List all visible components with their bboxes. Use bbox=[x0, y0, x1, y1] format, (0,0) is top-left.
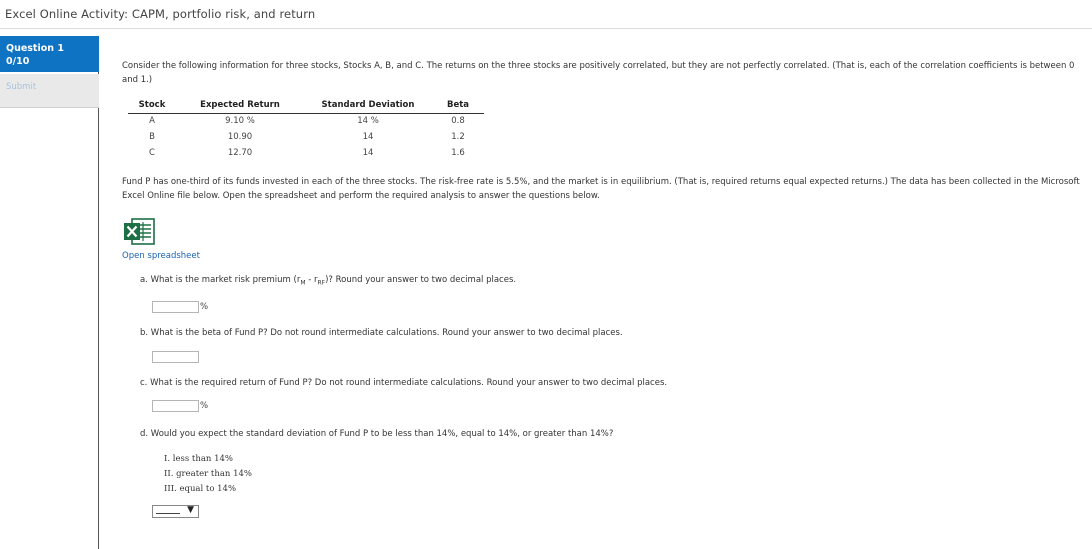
question-score: 0/10 bbox=[6, 56, 30, 67]
cell-stock: B bbox=[149, 132, 155, 142]
dropdown-arrow-icon: ▼ bbox=[187, 505, 194, 515]
question-d: d. Would you expect the standard deviation of Fund P to be less than 14%, equal to 14%, or greater than 14%? bbox=[140, 429, 614, 439]
cell-standard-deviation: 14 bbox=[362, 132, 374, 142]
choice-option: III. equal to 14% bbox=[164, 484, 237, 494]
answer-c-input[interactable] bbox=[152, 400, 199, 412]
question-label: Question 1 bbox=[6, 43, 64, 54]
question-b: b. What is the beta of Fund P? Do not round intermediate calculations. Round your answer to two decimal places. bbox=[140, 328, 623, 338]
choice-option: II. greater than 14% bbox=[164, 469, 252, 479]
header-beta: Beta bbox=[432, 97, 484, 113]
open-spreadsheet-link[interactable]: Open spreadsheet bbox=[122, 251, 200, 261]
stocks-table bbox=[128, 97, 484, 161]
excel-file-icon[interactable] bbox=[122, 217, 156, 246]
cell-beta: 1.6 bbox=[451, 148, 465, 158]
question-sidebar bbox=[0, 36, 99, 549]
dropdown-underline bbox=[156, 513, 180, 514]
cell-beta: 1.2 bbox=[451, 132, 465, 142]
cell-stock: C bbox=[149, 148, 155, 158]
table-header-row bbox=[128, 97, 484, 113]
answer-a-input[interactable] bbox=[152, 301, 199, 313]
table-row bbox=[128, 145, 484, 161]
header-standard-deviation: Standard Deviation bbox=[304, 97, 432, 113]
header-stock: Stock bbox=[128, 97, 176, 113]
answer-d-dropdown[interactable] bbox=[152, 505, 199, 518]
cell-expected-return: 10.90 bbox=[227, 132, 253, 142]
header-expected-return: Expected Return bbox=[176, 97, 304, 113]
intro-text: Consider the following information for three stocks, Stocks A, B, and C. The returns on the three stocks are positively correlated, but they are not perfectly correlated. (That is, each of the correlation coefficients is between 0 and 1.) bbox=[122, 61, 1075, 85]
question-1-tab[interactable] bbox=[0, 36, 99, 72]
fund-description: Fund P has one-third of its funds invested in each of the three stocks. The risk-free rate is 5.5%, and the market is in equilibrium. (That is, required returns equal expected returns.) The data has been collected in the Microsoft Excel Online file below. Open the spreadsheet and perform the required analysis to answer the questions below. bbox=[122, 177, 1080, 201]
answer-a-unit: % bbox=[200, 302, 209, 312]
cell-stock: A bbox=[149, 116, 155, 127]
question-a: a. What is the market risk premium $(r_M - r_{RF})$? Round your answer to two decimal places. bbox=[140, 275, 517, 287]
title-bar bbox=[0, 0, 1092, 29]
cell-standard-deviation: 14 bbox=[362, 148, 374, 158]
submit-row bbox=[0, 74, 99, 108]
cell-expected-return: 12.70 bbox=[227, 148, 253, 158]
table-row bbox=[128, 129, 484, 145]
question-d-choices bbox=[164, 452, 252, 497]
answer-c-unit: % bbox=[200, 401, 209, 411]
question-c: c. What is the required return of Fund P? Do not round intermediate calculations. Round your answer to two decimal places. bbox=[140, 378, 668, 388]
submit-button[interactable]: Submit bbox=[6, 82, 37, 92]
answer-b-input[interactable] bbox=[152, 351, 199, 363]
choice-option: I. less than 14% bbox=[164, 454, 233, 464]
window-title: Excel Online Activity: CAPM, portfolio risk, and return bbox=[5, 7, 316, 21]
table-row bbox=[128, 113, 484, 129]
cell-standard-deviation: 14 % bbox=[357, 116, 379, 127]
cell-expected-return: 9.10 % bbox=[225, 116, 255, 127]
cell-beta: 0.8 bbox=[451, 116, 465, 127]
